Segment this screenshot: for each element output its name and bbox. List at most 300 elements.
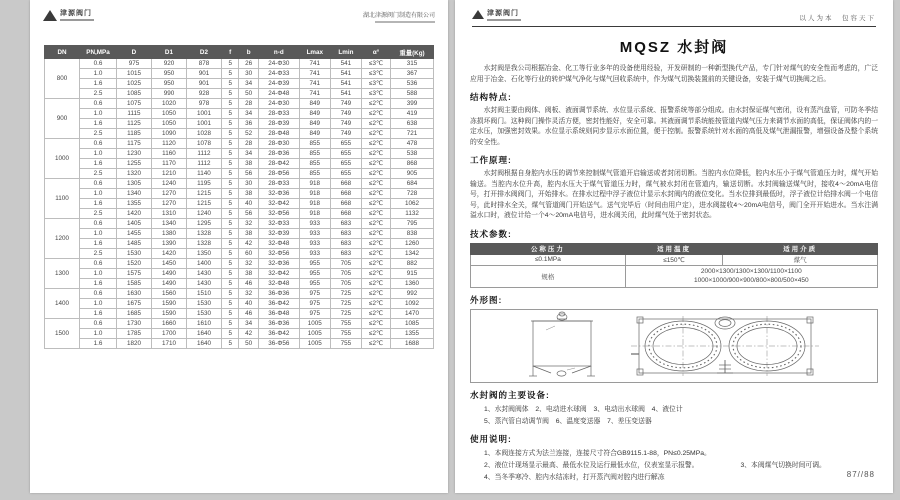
spec-cell: 1215 <box>186 189 221 199</box>
spec-cell: ≤2℃ <box>361 329 390 339</box>
spec-cell: 1.6 <box>80 339 117 349</box>
spec-cell: 1675 <box>116 299 151 309</box>
spec-cell: 755 <box>330 319 361 329</box>
spec-cell: 5 <box>221 189 239 199</box>
spec-cell: 32-Φ39 <box>258 229 299 239</box>
dn-group-cell: 1300 <box>45 259 80 289</box>
spec-cell: 1.0 <box>80 329 117 339</box>
dn-group-cell: 800 <box>45 59 80 99</box>
brand-name: 津源阀门 <box>60 10 92 17</box>
spec-cell: 1380 <box>151 229 186 239</box>
company-block <box>363 10 435 23</box>
spec-cell: 5 <box>221 339 239 349</box>
spec-cell: 955 <box>299 269 330 279</box>
spec-cell: 1005 <box>299 339 330 349</box>
spec-cell: 1020 <box>151 99 186 109</box>
spec-cell: ≤2℃ <box>361 279 390 289</box>
spec-table-row <box>45 189 434 199</box>
spec-cell: 950 <box>151 79 186 89</box>
spec-cell: 1350 <box>186 249 221 259</box>
spec-cell: 1230 <box>116 149 151 159</box>
spec-cell: 725 <box>330 299 361 309</box>
spec-cell: 52 <box>239 129 258 139</box>
spec-cell: ≤2℃ <box>361 219 390 229</box>
spec-table-body <box>45 59 434 349</box>
usage-item: 1、本阀连接方式为法兰连接，连接尺寸符合GB9115.1-88，PN≤0.25MPa。 <box>484 450 711 458</box>
spec-cell: 26 <box>239 59 258 69</box>
spec-header-cell: Lmin <box>330 46 361 59</box>
spec-cell: 5 <box>221 69 239 79</box>
spec-cell: 34 <box>239 149 258 159</box>
spec-cell: 1450 <box>151 259 186 269</box>
spec-cell: 36-Φ36 <box>258 289 299 299</box>
spec-cell: 5 <box>221 159 239 169</box>
spec-cell: 855 <box>299 159 330 169</box>
spec-cell: 2.5 <box>80 249 117 259</box>
spec-cell: 1.6 <box>80 239 117 249</box>
spec-cell: ≤2℃ <box>361 249 390 259</box>
spec-cell: 683 <box>330 239 361 249</box>
spec-table-row <box>45 279 434 289</box>
spec-cell: 34 <box>239 79 258 89</box>
spec-cell: 1342 <box>391 249 434 259</box>
spec-cell: ≤2℃ <box>361 149 390 159</box>
spec-cell: 1530 <box>186 309 221 319</box>
spec-table-row <box>45 219 434 229</box>
spec-cell: ≤2℃ <box>361 179 390 189</box>
spec-cell: 24-Φ30 <box>258 99 299 109</box>
spec-cell: ≤2℃ <box>361 309 390 319</box>
spec-cell: 668 <box>330 179 361 189</box>
spec-cell: 1355 <box>116 199 151 209</box>
spec-table-row <box>45 139 434 149</box>
spec-cell: 56 <box>239 169 258 179</box>
spec-cell: 1085 <box>116 89 151 99</box>
spec-cell: 2.5 <box>80 129 117 139</box>
spec-cell: ≤2℃ <box>361 239 390 249</box>
spec-cell: ≤2℃ <box>361 269 390 279</box>
brand-name: 津源阀门 <box>487 10 519 17</box>
spec-cell: 849 <box>299 99 330 109</box>
spec-cell: 728 <box>391 189 434 199</box>
spec-cell: 1340 <box>116 189 151 199</box>
spec-cell: 721 <box>391 129 434 139</box>
spec-cell: 933 <box>299 249 330 259</box>
tech-pressure-value: ≤0.1MPa <box>471 254 626 265</box>
spec-header-cell: 重量(Kg) <box>391 46 434 59</box>
spec-table-row <box>45 339 434 349</box>
spec-cell: 1.0 <box>80 69 117 79</box>
spec-cell: 478 <box>391 139 434 149</box>
spec-cell: 5 <box>221 209 239 219</box>
spec-cell: 34 <box>239 319 258 329</box>
spec-cell: 1328 <box>186 229 221 239</box>
spec-cell: 32-Φ56 <box>258 249 299 259</box>
spec-cell: 32-Φ33 <box>258 219 299 229</box>
spec-header-cell: PN,MPa <box>80 46 117 59</box>
spec-cell: 933 <box>299 229 330 239</box>
tech-header-pressure: 公称压力 <box>471 243 626 254</box>
spec-cell: 5 <box>221 289 239 299</box>
tech-header-row <box>471 243 878 254</box>
spec-cell: 1640 <box>186 329 221 339</box>
brand-logo <box>472 10 521 21</box>
spec-cell: 1510 <box>186 289 221 299</box>
spec-cell: 36-Φ42 <box>258 329 299 339</box>
spec-cell: 5 <box>221 249 239 259</box>
spec-cell: 28-Φ36 <box>258 149 299 159</box>
spec-cell: 50 <box>239 89 258 99</box>
spec-cell: 1405 <box>116 219 151 229</box>
spec-cell: 1.6 <box>80 279 117 289</box>
spec-cell: 1050 <box>151 119 186 129</box>
spec-header-cell: n-d <box>258 46 299 59</box>
spec-table-row <box>45 309 434 319</box>
spec-cell: 1455 <box>116 229 151 239</box>
spec-cell: 1210 <box>151 169 186 179</box>
spec-cell: 38 <box>239 159 258 169</box>
intro-paragraph: 水封阀是我公司根据冶金、化工等行业多年的设备使用经验，开发研制的一种新型换代产品，专门针对煤气的安全性而考虑的，广泛应用于冶金、石化等行业的转炉煤气净化与煤气回收系统中，作为煤气切换装置前的关键设备，安装于煤气切换阀之后。 <box>470 65 878 83</box>
spec-cell: 36-Φ36 <box>258 319 299 329</box>
spec-cell: 1028 <box>186 129 221 139</box>
spec-cell: 1590 <box>151 309 186 319</box>
spec-cell: 1160 <box>151 149 186 159</box>
spec-cell: 882 <box>391 259 434 269</box>
spec-cell: 849 <box>299 129 330 139</box>
spec-cell: ≤2℃ <box>361 339 390 349</box>
spec-cell: 5 <box>221 239 239 249</box>
spec-cell: 5 <box>221 269 239 279</box>
section-heading-structure: 结构特点: <box>470 92 512 103</box>
spec-cell: 0.6 <box>80 59 117 69</box>
dn-group-cell: 1500 <box>45 319 80 349</box>
spec-cell: 795 <box>391 219 434 229</box>
spec-cell: 855 <box>299 169 330 179</box>
spec-cell: 24-Φ33 <box>258 69 299 79</box>
spec-table-row <box>45 269 434 279</box>
spec-cell: 1420 <box>116 209 151 219</box>
spec-cell: 2.5 <box>80 169 117 179</box>
spec-cell: 1170 <box>151 159 186 169</box>
spec-cell: 1295 <box>186 219 221 229</box>
spec-header-cell: b <box>239 46 258 59</box>
spec-cell: 42 <box>239 329 258 339</box>
spec-cell: 42 <box>239 239 258 249</box>
spec-cell: 705 <box>330 279 361 289</box>
spec-cell: ≤2℃ <box>361 299 390 309</box>
spec-cell: 1530 <box>186 299 221 309</box>
spec-cell: 1688 <box>391 339 434 349</box>
spec-cell: 1.0 <box>80 109 117 119</box>
spec-cell: 849 <box>299 109 330 119</box>
spec-cell: 915 <box>391 269 434 279</box>
spec-cell: 1730 <box>116 319 151 329</box>
spec-cell: 901 <box>186 79 221 89</box>
spec-cell: 668 <box>330 189 361 199</box>
spec-cell: 1140 <box>186 169 221 179</box>
spec-cell: 38 <box>239 229 258 239</box>
spec-table-row <box>45 319 434 329</box>
spec-table-row <box>45 249 434 259</box>
spec-cell: 975 <box>299 309 330 319</box>
spec-cell: 1195 <box>186 179 221 189</box>
spec-cell: 32 <box>239 259 258 269</box>
tech-medium-value: 煤气 <box>723 254 878 265</box>
tech-spec-label: 规格 <box>471 265 626 288</box>
catalog-page-left <box>30 0 448 493</box>
spec-cell: 50 <box>239 339 258 349</box>
spec-table-row <box>45 109 434 119</box>
spec-table-header-row <box>45 46 434 59</box>
spec-cell: 1490 <box>151 279 186 289</box>
spec-cell: 1090 <box>151 129 186 139</box>
spec-cell: ≤2℃ <box>361 229 390 239</box>
spec-cell: 28-Φ56 <box>258 169 299 179</box>
spec-cell: 741 <box>299 59 330 69</box>
spec-cell: 1001 <box>186 119 221 129</box>
spec-cell: 1328 <box>186 239 221 249</box>
spec-cell: 1640 <box>186 339 221 349</box>
usage-item: 4、当冬季寒冷、腔内水结冻时，打开蒸汽阀对腔内进行解冻 <box>484 473 665 481</box>
spec-cell: 683 <box>330 219 361 229</box>
spec-header-cell: f <box>221 46 239 59</box>
spec-cell: 683 <box>330 229 361 239</box>
spec-cell: 1575 <box>116 269 151 279</box>
spec-cell: 1590 <box>151 299 186 309</box>
spec-cell: 1.6 <box>80 309 117 319</box>
spec-cell: 918 <box>299 179 330 189</box>
spec-cell: 1215 <box>186 199 221 209</box>
dimension-spec-table <box>44 45 434 349</box>
spec-cell: 855 <box>299 149 330 159</box>
spec-cell: 32-Φ36 <box>258 259 299 269</box>
spec-cell: ≤2℃ <box>361 199 390 209</box>
spec-cell: 1112 <box>186 149 221 159</box>
spec-cell: 60 <box>239 249 258 259</box>
spec-cell: 1400 <box>186 259 221 269</box>
spec-cell: 918 <box>299 199 330 209</box>
spec-cell: 5 <box>221 139 239 149</box>
outline-drawing-box <box>470 309 878 383</box>
spec-cell: 1630 <box>116 289 151 299</box>
spec-cell: 541 <box>330 69 361 79</box>
spec-cell: 668 <box>330 199 361 209</box>
spec-cell: 1.0 <box>80 299 117 309</box>
spec-cell: 918 <box>299 189 330 199</box>
tech-spec-sizes-line1: 2000×1300/1300×1300/1100×1100 <box>700 267 802 275</box>
spec-header-cell: α° <box>361 46 390 59</box>
spec-cell: 2.5 <box>80 209 117 219</box>
page-number: 87//88 <box>846 470 875 479</box>
spec-cell: 588 <box>391 89 434 99</box>
spec-cell: 741 <box>299 89 330 99</box>
spec-table-row <box>45 229 434 239</box>
spec-cell: ≤3℃ <box>361 89 390 99</box>
spec-header-cell: DN <box>45 46 80 59</box>
spec-cell: 683 <box>330 249 361 259</box>
spec-cell: 655 <box>330 159 361 169</box>
right-page-header <box>470 0 878 26</box>
spec-table-row <box>45 79 434 89</box>
tech-spec-sizes <box>625 265 877 288</box>
section-heading-equipment: 水封阀的主要设备: <box>470 390 550 401</box>
spec-cell: 755 <box>330 329 361 339</box>
header-divider <box>472 26 876 27</box>
spec-cell: 32-Φ48 <box>258 239 299 249</box>
spec-cell: ≤2℃ <box>361 129 390 139</box>
spec-cell: 684 <box>391 179 434 189</box>
section-heading-tech: 技术参数: <box>470 228 512 239</box>
spec-cell: 40 <box>239 299 258 309</box>
spec-cell: 46 <box>239 279 258 289</box>
spec-cell: 32-Φ42 <box>258 269 299 279</box>
spec-cell: 1001 <box>186 109 221 119</box>
spec-cell: 541 <box>330 59 361 69</box>
spec-cell: 419 <box>391 109 434 119</box>
spec-cell: 38 <box>239 269 258 279</box>
spec-cell: 978 <box>186 99 221 109</box>
spec-cell: ≤2℃ <box>361 119 390 129</box>
spec-cell: ≤2℃ <box>361 169 390 179</box>
spec-table-row <box>45 89 434 99</box>
spec-cell: 0.6 <box>80 219 117 229</box>
tech-header-temp: 适用温度 <box>625 243 723 254</box>
spec-table-row <box>45 119 434 129</box>
spec-cell: 32-Φ36 <box>258 189 299 199</box>
spec-cell: 1.0 <box>80 189 117 199</box>
brand-subtext-line <box>60 19 94 21</box>
spec-cell: 838 <box>391 229 434 239</box>
spec-cell: 5 <box>221 169 239 179</box>
spec-cell: ≤2℃ <box>361 259 390 269</box>
spec-cell: 36-Φ42 <box>258 299 299 309</box>
spec-cell: 38 <box>239 189 258 199</box>
spec-cell: 1660 <box>151 319 186 329</box>
spec-cell: 1062 <box>391 199 434 209</box>
spec-cell: 24-Φ39 <box>258 79 299 89</box>
spec-cell: 24-Φ48 <box>258 89 299 99</box>
spec-cell: 655 <box>330 149 361 159</box>
usage-notes-list <box>484 448 878 483</box>
spec-cell: 1585 <box>116 279 151 289</box>
spec-cell: 28-Φ33 <box>258 179 299 189</box>
spec-cell: 1305 <box>116 179 151 189</box>
spec-cell: 975 <box>116 59 151 69</box>
spec-cell: 1120 <box>151 139 186 149</box>
spec-table-row <box>45 69 434 79</box>
spec-cell: 28-Φ33 <box>258 109 299 119</box>
spec-cell: 28 <box>239 139 258 149</box>
tech-spec-row <box>471 265 878 288</box>
principle-paragraph: 水封阀根据自身腔内水压的调节来控制煤气管道开启输送或者封闭切断。当腔内水位降低，腔内水压小于煤气管道压力时，煤气开始输送。当腔内水位升高，腔内水压大于煤气管道压力时，煤气被水封闭在管道内，输送切断。水封阀输送煤气时，接收4～20mA电信号，打开排水阀阀门，开始排水。在排水过程中浮子液位计显示水封阀内的液位变化。当水位排到最低时，浮子液位计给排水阀一个电信号，此时排水全关，煤气管道阀门开始送气。送气完毕后（时间由用户定），进水阀接收4～20mA电信号，阀门全开开始进水。当水注满溢水口时，液位计给一个4～20mA电信号，进水阀关闭，此时煤气处于密封状态。 <box>470 170 878 220</box>
slogan-text: 以人为本 包容天下 <box>799 15 876 22</box>
spec-cell: 1310 <box>151 209 186 219</box>
spec-cell: 1355 <box>391 329 434 339</box>
spec-cell: 1320 <box>116 169 151 179</box>
spec-cell: 1270 <box>151 189 186 199</box>
section-heading-usage: 使用说明: <box>470 434 512 445</box>
spec-cell: 1.6 <box>80 159 117 169</box>
spec-cell: ≤2℃ <box>361 99 390 109</box>
spec-cell: 855 <box>299 139 330 149</box>
spec-table-row <box>45 129 434 139</box>
spec-cell: 1685 <box>116 309 151 319</box>
spec-cell: 56 <box>239 209 258 219</box>
spec-cell: 928 <box>186 89 221 99</box>
tech-value-row <box>471 254 878 265</box>
spec-cell: 32-Φ42 <box>258 199 299 209</box>
spec-cell: 1.0 <box>80 229 117 239</box>
spec-cell: 705 <box>330 269 361 279</box>
spec-cell: 5 <box>221 109 239 119</box>
spec-cell: 975 <box>299 289 330 299</box>
spec-header-cell: D1 <box>151 46 186 59</box>
equipment-line <box>484 404 878 416</box>
spec-cell: 5 <box>221 59 239 69</box>
spec-cell: 5 <box>221 89 239 99</box>
section-heading-principle: 工作原理: <box>470 155 512 166</box>
spec-table-row <box>45 239 434 249</box>
spec-cell: 878 <box>186 59 221 69</box>
tech-header-medium: 适用介质 <box>723 243 878 254</box>
spec-cell: 1.6 <box>80 79 117 89</box>
usage-line <box>484 472 878 484</box>
catalog-page-right <box>455 0 893 493</box>
spec-cell: 5 <box>221 149 239 159</box>
spec-cell: 1125 <box>116 119 151 129</box>
spec-cell: 5 <box>221 179 239 189</box>
mountain-logo-icon <box>43 10 57 21</box>
spec-table-row <box>45 179 434 189</box>
spec-cell: 1340 <box>151 219 186 229</box>
spec-cell: 725 <box>330 309 361 319</box>
mountain-logo-icon <box>472 10 484 19</box>
spec-cell: 32-Φ56 <box>258 209 299 219</box>
spec-cell: 2.5 <box>80 89 117 99</box>
spec-cell: 46 <box>239 309 258 319</box>
spec-cell: 1430 <box>186 279 221 289</box>
spec-cell: ≤2℃ <box>361 289 390 299</box>
spec-cell: 40 <box>239 199 258 209</box>
spec-cell: 5 <box>221 229 239 239</box>
spec-cell: 36-Φ48 <box>258 309 299 319</box>
spec-cell: 918 <box>299 209 330 219</box>
spec-cell: ≤2℃ <box>361 139 390 149</box>
spec-cell: 0.6 <box>80 139 117 149</box>
spec-cell: 1005 <box>299 329 330 339</box>
spec-cell: 1610 <box>186 319 221 329</box>
spec-cell: 749 <box>330 109 361 119</box>
spec-cell: 1240 <box>186 209 221 219</box>
spec-cell: 1.6 <box>80 119 117 129</box>
spec-cell: 28-Φ48 <box>258 129 299 139</box>
spec-header-cell: D2 <box>186 46 221 59</box>
spec-cell: 749 <box>330 129 361 139</box>
spec-cell: 1.6 <box>80 199 117 209</box>
tech-spec-sizes-line2: 1000×1000/900×900/800×800/500×450 <box>694 276 809 284</box>
spec-cell: 5 <box>221 259 239 269</box>
spec-header-cell: D <box>116 46 151 59</box>
spec-cell: 5 <box>221 299 239 309</box>
company-name: 湖北津源阀门制造有限公司 <box>362 13 435 19</box>
equipment-list <box>484 404 878 427</box>
spec-cell: 1015 <box>116 69 151 79</box>
brand-logo <box>43 10 94 21</box>
spec-cell: 1270 <box>151 199 186 209</box>
spec-cell: 538 <box>391 149 434 159</box>
valve-outline-drawing <box>471 310 877 382</box>
spec-cell: 28-Φ30 <box>258 139 299 149</box>
